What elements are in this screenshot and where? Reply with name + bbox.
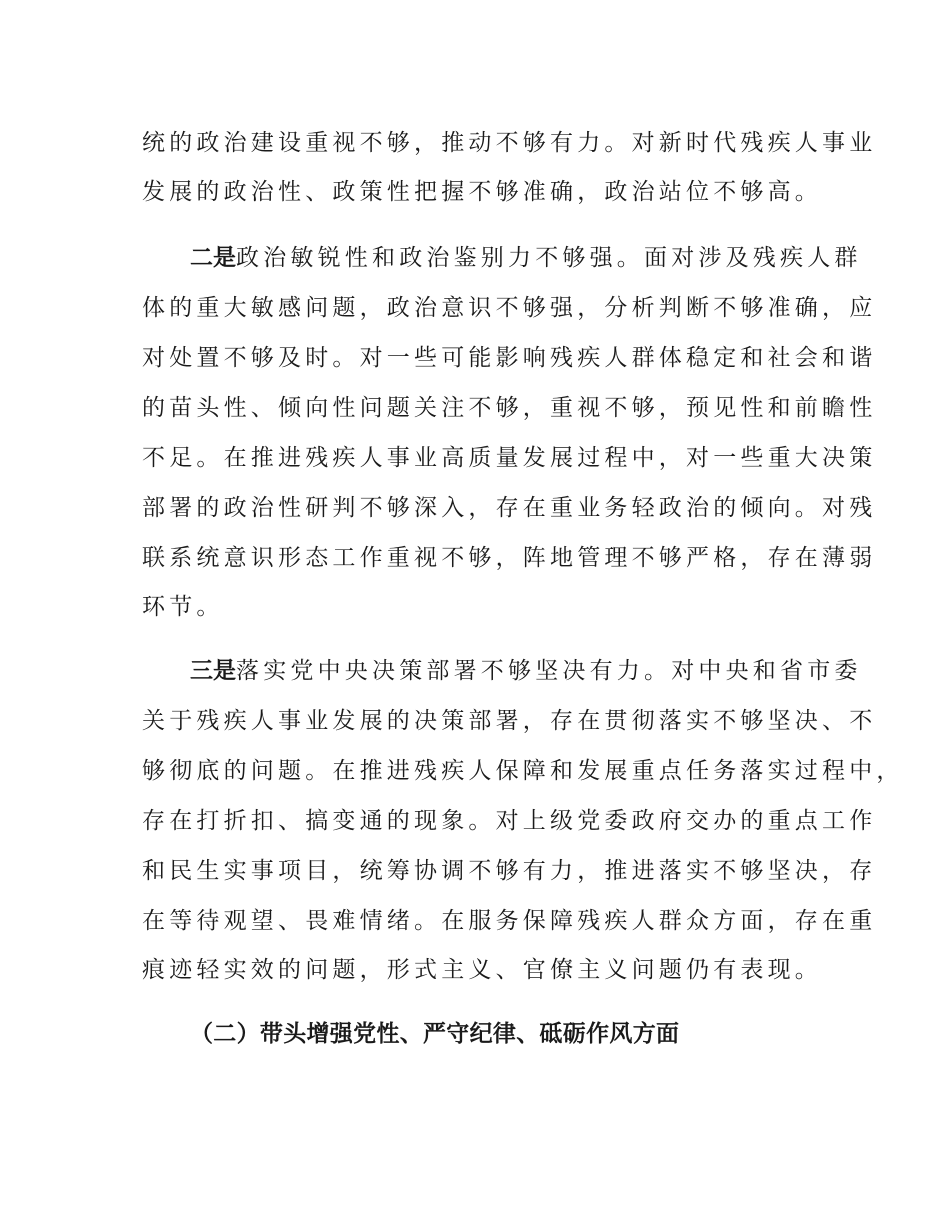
paragraph-3-line-7: 痕迹轻实效的问题，形式主义、官僚主义问题仍有表现。 (142, 957, 822, 983)
paragraph-3-line-1 (190, 656, 862, 686)
paragraph-2-line-3: 对处置不够及时。对一些可能影响残疾人群体稳定和社会和谐 (142, 345, 877, 371)
paragraph-2-line-1 (190, 243, 862, 273)
paragraph-3-line-2: 关于残疾人事业发展的决策部署，存在贯彻落实不够坚决、不 (142, 708, 877, 734)
paragraph-1-line-1: 统的政治建设重视不够，推动不够有力。对新时代残疾人事业 (142, 130, 877, 156)
paragraph-2-line-1-text: 政治敏锐性和政治鉴别力不够强。面对涉及残疾人群 (236, 245, 862, 271)
paragraph-2-line-2: 体的重大敏感问题，政治意识不够强，分析判断不够准确，应 (142, 295, 877, 321)
paragraph-2-lead: 二是 (190, 245, 236, 271)
section-heading: （二）带头增强党性、严守纪律、砥砺作风方面 (190, 1021, 680, 1047)
paragraph-2-line-6: 部署的政治性研判不够深入，存在重业务轻政治的倾向。对残 (142, 495, 877, 521)
paragraph-2-line-5: 不足。在推进残疾人事业高质量发展过程中，对一些重大决策 (142, 445, 877, 471)
paragraph-3-line-5: 和民生实事项目，统筹协调不够有力，推进落实不够坚决，存 (142, 858, 877, 884)
paragraph-2-line-7: 联系统意识形态工作重视不够，阵地管理不够严格，存在薄弱 (142, 545, 877, 571)
paragraph-1-line-2: 发展的政治性、政策性把握不够准确，政治站位不够高。 (142, 179, 822, 205)
paragraph-2-line-4: 的苗头性、倾向性问题关注不够，重视不够，预见性和前瞻性 (142, 395, 877, 421)
paragraph-3-line-4: 存在打折扣、搞变通的现象。对上级党委政府交办的重点工作 (142, 808, 877, 834)
paragraph-3-line-6: 在等待观望、畏难情绪。在服务保障残疾人群众方面，存在重 (142, 908, 877, 934)
paragraph-3-lead: 三是 (190, 658, 236, 684)
paragraph-2-line-8: 环节。 (142, 594, 224, 620)
paragraph-3-line-1-text: 落实党中央决策部署不够坚决有力。对中央和省市委 (236, 658, 862, 684)
paragraph-3-line-3: 够彻底的问题。在推进残疾人保障和发展重点任务落实过程中， (142, 758, 904, 784)
